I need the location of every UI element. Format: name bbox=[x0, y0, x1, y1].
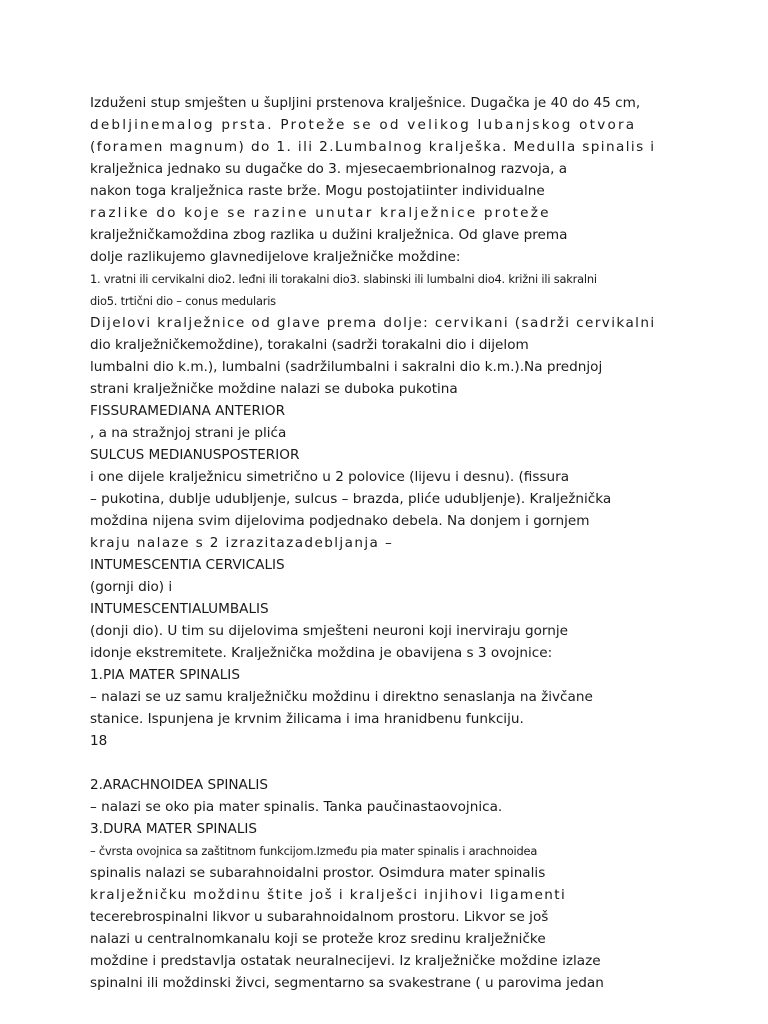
text-line: INTUMESCENTIALUMBALIS bbox=[90, 601, 269, 617]
text-line: 1. vratni ili cervikalni dio2. leđni ili torakalni dio3. slabinski ili lumbalni dio4. križni ili sakralni bbox=[90, 272, 597, 286]
text-line: debljinemalog prsta. Proteže se od velikog lubanjskog otvora bbox=[90, 117, 637, 133]
text-line: 1.PIA MATER SPINALIS bbox=[90, 667, 240, 683]
text-line: spinalis nalazi se subarahnoidalni prostor. Osimdura mater spinalis bbox=[90, 865, 546, 881]
document-text bbox=[90, 92, 690, 994]
text-line: INTUMESCENTIA CERVICALIS bbox=[90, 557, 285, 573]
text-line: – nalazi se oko pia mater spinalis. Tanka paučinastaovojnica. bbox=[90, 799, 503, 815]
text-line: (donji dio). U tim su dijelovima smješteni neuroni koji inerviraju gornje bbox=[90, 623, 569, 639]
text-line: Dijelovi kralježnice od glave prema dolje: cervikani (sadrži cervikalni bbox=[90, 315, 656, 331]
text-line: kralježničku moždinu štite još i kralješci injihovi ligamenti bbox=[90, 887, 567, 903]
text-line: dio5. trtični dio – conus medularis bbox=[90, 294, 276, 308]
text-line: strani kralježničke moždine nalazi se duboka pukotina bbox=[90, 381, 458, 397]
text-line: stanice. Ispunjena je krvnim žilicama i ima hranidbenu funkciju. bbox=[90, 711, 524, 727]
text-line: dio kralježničkemoždine), torakalni (sadrži torakalni dio i dijelom bbox=[90, 337, 529, 353]
text-line: kralježnica jednako su dugačke do 3. mjesecaembrionalnog razvoja, a bbox=[90, 161, 568, 177]
blank-line bbox=[90, 752, 690, 774]
text-line: nalazi u centralnomkanalu koji se proteže kroz sredinu kralježničke bbox=[90, 931, 546, 947]
text-line: kralježničkamoždina zbog razlika u dužini kralježnica. Od glave prema bbox=[90, 227, 568, 243]
text-line: spinalni ili moždinski živci, segmentarno sa svakestrane ( u parovima jedan bbox=[90, 975, 604, 991]
text-line: – pukotina, dublje udubljenje, sulcus – brazda, pliće udubljenje). Kralježnička bbox=[90, 491, 612, 507]
text-line: (gornji dio) i bbox=[90, 579, 173, 595]
text-line: nakon toga kralježnica raste brže. Mogu postojatiinter individualne bbox=[90, 183, 545, 199]
text-line: kraju nalaze s 2 izrazitazadebljanja – bbox=[90, 535, 394, 551]
text-line: moždina nijena svim dijelovima podjednako debela. Na donjem i gornjem bbox=[90, 513, 590, 529]
text-line: razlike do koje se razine unutar kralježnice proteže bbox=[90, 205, 551, 221]
text-line: (foramen magnum) do 1. ili 2.Lumbalnog kralješka. Medulla spinalis i bbox=[90, 139, 656, 155]
text-line: tecerebrospinalni likvor u subarahnoidalnom prostoru. Likvor se još bbox=[90, 909, 549, 925]
text-line: moždine i predstavlja ostatak neuralnecijevi. Iz kralježničke moždine izlaze bbox=[90, 953, 601, 969]
text-line: dolje razlikujemo glavnedijelove kralježničke moždine: bbox=[90, 249, 461, 265]
text-line: Izduženi stup smješten u šupljini prstenova kralješnice. Dugačka je 40 do 45 cm, bbox=[90, 95, 641, 111]
text-line: FISSURAMEDIANA ANTERIOR bbox=[90, 403, 286, 419]
text-line: , a na stražnjoj strani je plića bbox=[90, 425, 287, 441]
text-line: 3.DURA MATER SPINALIS bbox=[90, 821, 258, 837]
text-line: SULCUS MEDIANUSPOSTERIOR bbox=[90, 447, 300, 463]
text-line: idonje ekstremitete. Kralježnička moždina je obavijena s 3 ovojnice: bbox=[90, 645, 553, 661]
text-line: – nalazi se uz samu kralježničku moždinu i direktno senaslanja na živčane bbox=[90, 689, 593, 705]
page-number: 18 bbox=[90, 733, 108, 749]
text-line: lumbalni dio k.m.), lumbalni (sadržilumbalni i sakralni dio k.m.).Na prednjoj bbox=[90, 359, 603, 375]
text-line: – čvrsta ovojnica sa zaštitnom funkcijom.Između pia mater spinalis i arachnoidea bbox=[90, 844, 538, 858]
text-line: i one dijele kralježnicu simetrično u 2 polovice (lijevu i desnu). (fissura bbox=[90, 469, 570, 485]
text-line: 2.ARACHNOIDEA SPINALIS bbox=[90, 777, 269, 793]
